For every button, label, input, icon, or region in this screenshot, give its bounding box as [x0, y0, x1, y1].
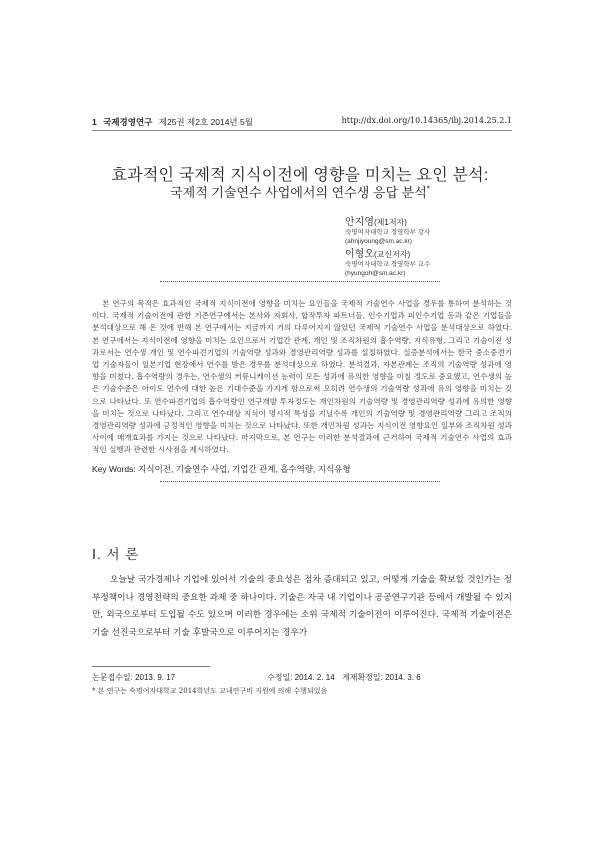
- doi-link[interactable]: http://dx.doi.org/10.14365/ibj.2014.25.2.1: [341, 116, 512, 125]
- paper-title: 효과적인 국제적 지식이전에 영향을 미치는 요인 분석:: [111, 167, 489, 184]
- subtitle-footnote-mark: *: [426, 184, 430, 194]
- journal-name: 국제경영연구: [103, 117, 153, 127]
- abstract-text: 본 연구의 목적은 효과적인 국제적 지식이전에 영향을 미치는 요인들을 국제적 기술연수 사업을 경우를 통하여 분석하는 것이다. 국제적 기술이전에 관한 기존연구에서는 본사와 자회사, 합작투자 파트너들, 인수기업과 피인수기업 등과 같은 기업들을 분석대상으로 해 온 것에 반해 본 연구에서는 지금까지 거의 다루어지지 않았던 국제적 기술연수 사업을 분석대상으로 하였다. 본 연구에서는 지식이전에 영향을 미치는 요인으로서 기업간 관계, 개인 및 조직차원의 흡수역량, 지식유형, 그리고 기술이전 성과로서는 연수생 개인 및 연수파견기업의 기술역량 성과와 경영관리역량 성과를 설정하였다. 실증분석에서는 한국 중소중견기업 기술자들이 일본기업 현장에서 연수를 받은 경우를 분석대상으로 하였다. 분석결과, 자본관계는 조직의 기술역량 성과에 영향을 미쳤다. 흡수역량의 경우는, 연수생의 커뮤니케이션 능력이 모든 성과에 유의한 영향을 미칠 정도로 중요했고, 연수생의 높은 기술수준은 아이도 연수에 대한 높은 기대수준을 가지게 함으로써 오히려 연수생의 기술역량 성과에 유의 영향을 미치는 것으로 나타났다. 또 연수파견기업의 흡수역량인 연구개발 투자정도는 개인차원의 기술역량 및 경영관리역량 성과에 유의한 영향을 미치는 것으로 나타났다. 그리고 연수대상 지식이 명시적 특성을 지닐수록 개인의 기술역량 및 경영관리역량 그리고 조직의 경영관리역량 성과에 긍정적인 영향을 미치는 것으로 나타났다. 또한 개인차원 성과는 지식이전 영향요인 일부와 조직차원 성과 사이에 매개효과를 가지는 것으로 나타났다. 마지막으로, 본 연구는 이러한 분석결과에 근거하여 국제적 기술연수 사업의 효과적인 실행과 관련한 시사점을 제시하였다.: [92, 299, 512, 455]
- section-heading: Ⅰ. 서 론: [92, 547, 140, 562]
- running-header: [92, 116, 512, 130]
- author-name-line: [345, 213, 430, 228]
- author-email: (hyungoh@sm.ac.kr): [345, 270, 406, 277]
- accepted-date: 게재확정일: 2014. 3. 6: [342, 673, 421, 682]
- author-name: 이형오: [345, 249, 374, 260]
- author-name: 안지영: [345, 217, 374, 228]
- author-role: (교신저자): [373, 250, 411, 259]
- revised-date: 수정일: 2014. 2. 14: [267, 673, 335, 682]
- author-role: (제1저자): [373, 218, 407, 227]
- author-affiliation: 숙명여자대학교 경영학부 강사: [345, 229, 431, 236]
- dotted-divider-bottom: [160, 481, 440, 482]
- author-block: [345, 245, 430, 278]
- keywords-line: [92, 463, 512, 475]
- keywords-terms: 지식이전, 기술연수 사업, 기업간 관계, 흡수역량, 지식유형: [138, 464, 351, 474]
- footnote-rule: [92, 666, 210, 667]
- page-number: 1: [92, 117, 97, 127]
- body-paragraph: 오늘날 국가경제나 기업에 있어서 기술의 중요성은 점차 증대되고 있고, 어떻게 기술을 확보할 것인가는 정부정책이나 경영전략의 중요한 과제 중 하나이다. 기술은 자국 내 기업이나 공공연구기관 등에서 개발될 수 있지만, 외국으로부터 도입될 수도 있으며 이러한 경우에는 소위 국제적 기술이전이 이루어진다. 국제적 기술이전은 기술 선진국으로부터 기술 후발국으로 이루어지는 경우가: [92, 575, 512, 638]
- dotted-divider-top: [160, 281, 440, 282]
- header-rule: [92, 130, 512, 131]
- paper-subtitle: [0, 182, 600, 201]
- funding-footnote: * 본 연구는 숙명여자대학교 2014학년도 교내연구비 지원에 의해 수행되었음: [92, 687, 328, 695]
- author-block: [345, 213, 430, 246]
- dates-line: [92, 672, 512, 684]
- author-email: (ahnjiyoung@sm.ac.kr): [345, 238, 412, 245]
- author-affiliation: 숙명여자대학교 경영학부 교수: [345, 261, 431, 268]
- author-name-line: [345, 245, 430, 260]
- subtitle-text: 국제적 기술연수 사업에서의 연수생 응답 분석: [170, 185, 427, 200]
- header-left: [92, 116, 253, 128]
- received-date: 논문접수일: 2013. 9. 17: [92, 673, 176, 682]
- keywords-label: Key Words:: [92, 464, 136, 474]
- issue-info: 제25권 제2호 2014년 5월: [158, 117, 253, 127]
